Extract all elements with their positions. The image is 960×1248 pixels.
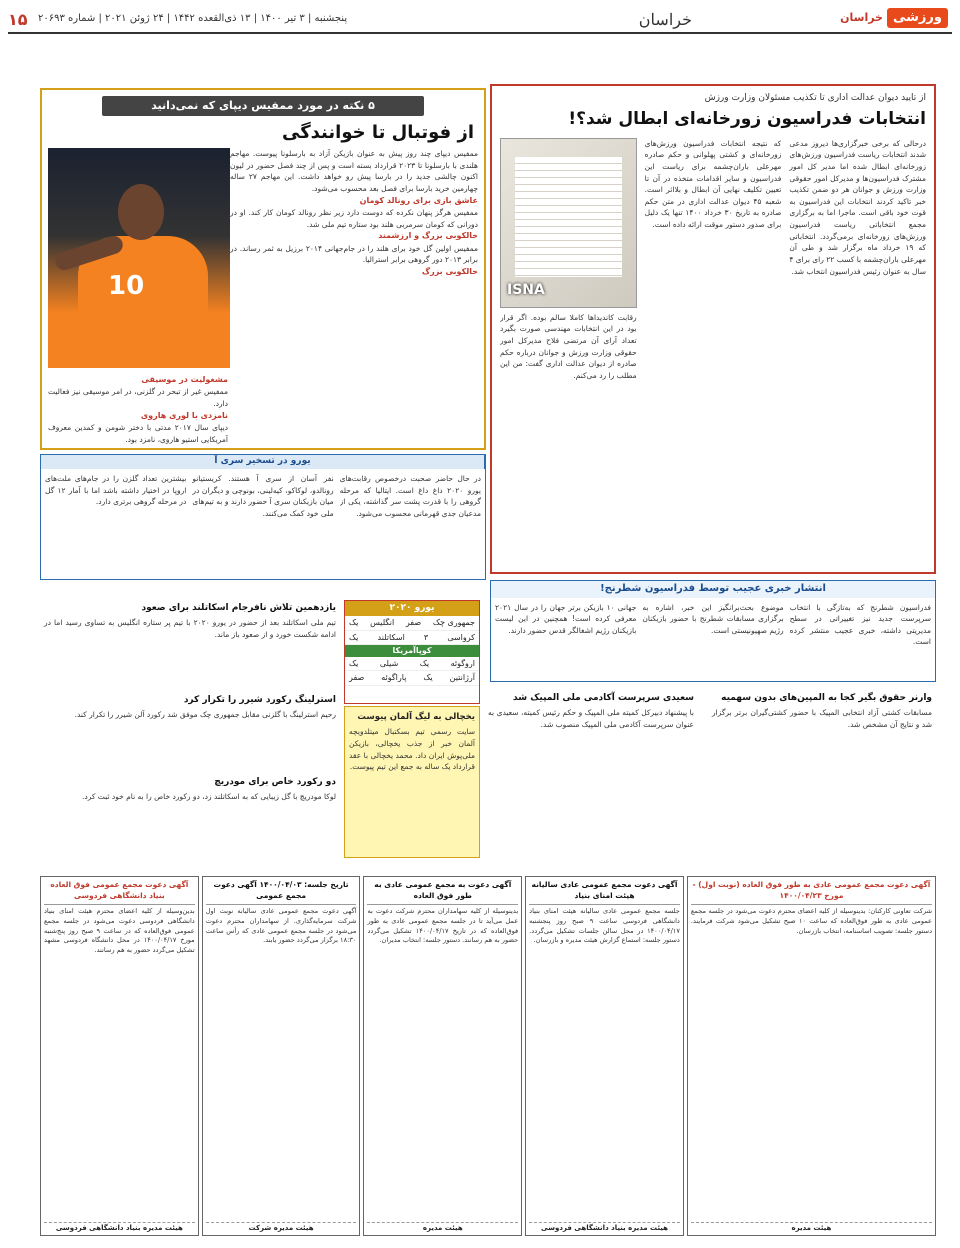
article-col-1: درحالی که برخی خبرگزاری‌ها دیروز مدعی شدند انتخابات ریاست فدراسیون ورزش‌های زورخانه‌ای ابطال شده اما مدیر کل امور مشترک فدراسیون‌ها و مدیرکل امور حقوقی وزارت ورزش و جوانان هر دو ضمن تکذیب خبر تاکید کردند انتخابات این فدراسیون به قوت خود باقی است. ماجرا اما به برگزاری مجمع انتخاباتی ریاست فدراسیون ورزش‌های زورخانه‌ای برمی‌گردد. انتخاباتی که ۱۹ خرداد ماه برگزار شد و طی آن مهرعلی باران‌چشمه با کسب ۲۲ رای برای ۴ سال به عنوان رئیس فدراسیون انتخاب شد. xyxy=(789,138,926,276)
ad-item xyxy=(687,876,936,1236)
article-memphis-depay xyxy=(40,88,486,450)
article-scotland xyxy=(40,600,340,690)
score: یک xyxy=(419,658,430,668)
article-sidebar xyxy=(48,374,228,444)
olympics-text: مسابقات کشتی آزاد انتخابی المپیک با حضور کشتی‌گیران برتر برگزار شد و نتایج آن مشخص شد. xyxy=(712,708,932,729)
article-title: انتشار خبری عجیب توسط فدراسیون شطرنج! xyxy=(491,581,935,598)
euro-col-1: در حال حاضر صحبت درخصوص رقابت‌های یورو ۲۰۲۰ داغ داغ است. ایتالیا که مرحله گروهی را با قدرت پشت سر گذاشته، یکی از مدعیان جدی قهرمانی محسوب می‌شود. xyxy=(339,474,481,518)
score: یک xyxy=(349,632,359,642)
euro-col-3: بیشترین تعداد گلزن را در جام‌های ملت‌های اروپا در اختیار داشته باشد اما با آمار ۱۲ گل در مرحله گروهی برتری دارد. xyxy=(45,474,187,507)
page-number: ۱۵ xyxy=(8,10,28,29)
score: یک xyxy=(349,658,359,668)
academy-title: سعیدی سرپرست آکادمی ملی المپیک شد xyxy=(513,693,694,703)
article-olympic-academy xyxy=(484,690,698,864)
subhead-tattoo: خالکوبی بزرگ xyxy=(421,266,478,276)
court-document-image xyxy=(500,138,637,308)
score: یک xyxy=(349,618,359,628)
article-kicker: از تایید دیوان عدالت اداری تا تکذیب مسئولان وزارت ورزش xyxy=(704,93,926,103)
ad-item xyxy=(363,876,522,1236)
team: اروگوئه xyxy=(450,658,475,668)
result-row xyxy=(345,671,479,686)
subhead-engagement: نامزدی با لوری هاروی xyxy=(140,410,228,420)
ad-text: بدینوسیله از کلیه سهامداران محترم شرکت دعوت به عمل می‌آید تا در جلسه مجمع عمومی عادی به طور فوق‌العاده که در تاریخ ۱۴۰۰/۰۴/۱۷ تشکیل می‌گردد حضور به هم رسانند. دستور جلسه: انتخاب مدیران. xyxy=(367,906,519,945)
ad-signature: هیئت مدیره xyxy=(691,1222,932,1233)
article-euro-serie-a xyxy=(40,454,486,580)
sterling-text: رحیم استرلینگ با گلزنی مقابل جمهوری چک موفق شد رکورد آلن شیرر را تکرار کند. xyxy=(74,710,336,720)
article-title: از فوتبال تا خوانندگی xyxy=(281,121,474,143)
scotland-title: یازدهمین تلاش نافرجام اسکاتلند برای صعود xyxy=(141,603,336,613)
subhead-music: مشغولیت در موسیقی xyxy=(141,375,228,384)
team: کرواسی xyxy=(447,632,475,642)
euro-header: یورو در تسخیر سری آ xyxy=(41,455,485,469)
ad-signature: هیئت مدیره شرکت xyxy=(206,1222,357,1233)
olympics-title: وارنر حقوق بگیر کجا به المپین‌های بدون سهمیه xyxy=(721,693,932,703)
ad-text: شرکت تعاونی کارکنان: بدینوسیله از کلیه اعضای محترم دعوت می‌شود در جلسه مجمع عمومی عادی به طور فوق‌العاده که ساعت ۱۰ صبح تشکیل می‌شود شرکت فرمایند. دستور جلسه: تصویب اساسنامه، انتخاب بازرسان. xyxy=(690,906,933,935)
ad-title: تاریخ جلسه: ۱۴۰۰/۰۴/۰۳ آگهی دعوت مجمع عمومی xyxy=(206,880,357,905)
ad-item xyxy=(525,876,684,1236)
modric-text: لوکا مودریچ با گل زیبایی که به اسکاتلند زد، دو رکورد خاص را به نام خود ثبت کرد. xyxy=(81,792,336,802)
chess-col-2: موضوع بحث‌برانگیز این خبر، اشاره به برگزاری مسابقات شطرنج با حضور بازیکنان رژیم صهیونیستی است. xyxy=(642,602,784,635)
image-credit: ISNA xyxy=(506,282,545,299)
ad-title: آگهی دعوت به مجمع عمومی عادی به طور فوق العاده xyxy=(367,880,518,905)
academy-text: با پیشنهاد دبیرکل کمیته ملی المپیک و حکم رئیس کمیته، سعیدی به عنوان سرپرست آکادمی ملی المپیک منصوب شد. xyxy=(488,708,694,729)
team: آرژانتین xyxy=(449,673,475,683)
ad-signature: هیئت مدیره xyxy=(367,1222,518,1233)
brand-badge: ورزشی xyxy=(887,8,948,29)
article-wrestling-olympics xyxy=(708,690,936,864)
ad-text: آگهی دعوت مجمع عمومی عادی سالیانه نوبت اول شرکت سرمایه‌گذاری. از سهامداران محترم دعوت می‌شود در جلسه مجمع عمومی عادی که رأس ساعت ۱۸:۳۰ برگزار می‌گردد حضور یابند. xyxy=(205,906,357,945)
yakhchali-title: یخچالی به لیگ آلمان پیوست xyxy=(357,712,475,722)
classified-ads xyxy=(40,876,936,1236)
issue-date: پنجشنبه | ۳ تیر ۱۴۰۰ | ۱۳ ذی‌القعده ۱۴۴۲ | ۲۴ ژوئن ۲۰۲۱ | شماره ۲۰۶۹۳ xyxy=(38,13,348,24)
player-photo: 10 xyxy=(48,148,230,368)
article-col-2: که نتیجه انتخابات فدراسیون ورزش‌های زورخانه‌ای و کشتی پهلوانی و حکم صادره مهرعلی باران‌چشمه برای ریاست این فدراسیون و سایر اقدامات متخذه در آن تا تعیین تکلیف نهایی آن ابطال و بلااثر است. شعبه ۴۵ دیوان عدالت اداری در متن حکم صادره به تاریخ ۳۰ خرداد ۱۴۰۰ تنها یک دلیل برای صدور دستور موقت ارائه داده است. xyxy=(644,138,782,230)
article-body xyxy=(230,148,478,444)
ad-item xyxy=(202,876,361,1236)
ad-signature: هیئت مدیره بنیاد دانشگاهی فردوسی xyxy=(529,1222,680,1233)
team: پاراگوئه xyxy=(381,673,407,683)
euro-col-2: نفر آسان از سری آ هستند. کریستیانو رونالدو، لوکاکو، کیه‌لینی، بونوچی و دیگران در میان بازیکنان سری آ حضور دارند و به تیم‌های ملی خود کمک می‌کنند. xyxy=(192,474,334,518)
article-bar: ۵ نکته در مورد ممفیس دیپای که نمی‌دانید xyxy=(102,96,424,116)
score: یک xyxy=(423,673,433,683)
team: انگلیس xyxy=(370,618,395,628)
ad-title: آگهی دعوت مجمع عمومی عادی سالیانه هیئت امنای بنیاد xyxy=(529,880,680,905)
article-yakhchali xyxy=(344,706,480,858)
scotland-text: تیم ملی اسکاتلند بعد از حضور در یورو ۲۰۲۰ با تیم پر ستاره انگلیس به تساوی رسید اما در ادامه شکست خورد و از صعود باز ماند. xyxy=(44,618,337,639)
score: صفر xyxy=(349,673,365,683)
article-wrestling-federation xyxy=(490,84,936,574)
stage-title: کوپاآمریکا xyxy=(345,645,479,657)
ad-text: بدین‌وسیله از کلیه اعضای محترم هیئت امنای بنیاد دانشگاهی فردوسی دعوت می‌شود در جلسه مجمع عمومی فوق‌العاده که در ساعت ۹ صبح روز پنج‌شنبه مورخ ۱۴۰۰/۰۴/۱۷ در محل دانشگاه فردوسی مشهد تشکیل می‌گردد حضور به هم رسانند. xyxy=(44,906,195,955)
sterling-title: استرلینگ رکورد شیرر را تکرار کرد xyxy=(183,695,336,705)
article-sterling xyxy=(40,692,340,772)
ad-title: آگهی دعوت مجمع عمومی فوق العاده بنیاد دانشگاهی فردوسی xyxy=(44,880,195,905)
ad-text: جلسه مجمع عمومی عادی سالیانه هیئت امنای بنیاد دانشگاهی فردوسی ساعت ۹ صبح روز پنجشنبه ۱۴۰۰/۰۴/۱۷ در محل سالن جلسات تشکیل می‌گردد. دستور جلسه: استماع گزارش هیئت مدیره و بازرسان. xyxy=(529,906,680,945)
result-row xyxy=(345,616,479,631)
masthead xyxy=(8,6,952,34)
chess-col-3: جهانی ۱۰ بازیکن برتر جهان را در سال ۲۰۲۱ معرفی کرده است! همچنین در این لیست بازیکنان رژیم اشغالگر قدس حضور دارند. xyxy=(495,602,637,635)
result-row xyxy=(345,631,479,646)
results-title: یورو ۲۰۲۰ xyxy=(345,601,479,616)
modric-title: دو رکورد خاص برای مودریچ xyxy=(214,777,336,787)
subhead-fan: عاشق بازی برای رونالد کومان xyxy=(359,195,478,205)
fan-text: ممفیس هرگز پنهان نکرده که دوست دارد زیر نظر رونالد کومان کار کند. او در دورانی که کومان سرمربی هلند بود ستاره تیم ملی شد. xyxy=(230,207,478,229)
result-row xyxy=(345,657,479,672)
article-chess-federation xyxy=(490,580,936,682)
results-box xyxy=(344,600,480,704)
article-col-3: رقابت کاندیداها کاملا سالم بوده. اگر قرار بود در این انتخابات مهندسی صورت بگیرد تعداد آرای آن مرتضی فلاح مدیرکل امور حقوقی وزارت ورزش و جوانان درباره حکم صادره از دیوان عدالت اداری گفت: من این مطلب را رد می‌کنم. xyxy=(499,312,637,380)
ad-title: آگهی دعوت مجمع عمومی عادی به طور فوق العاده (نوبت اول) - مورخ ۱۴۰۰/۰۴/۲۳ xyxy=(691,880,932,905)
article-title: انتخابات فدراسیون زورخانه‌ای ابطال شد؟! xyxy=(568,109,926,130)
article-modric xyxy=(40,774,340,860)
score-text: ممفیس اولین گل خود برای هلند را در جام‌جهانی ۲۰۱۴ برزیل به ثمر رساند. در برابر ۲۰۱۳ دور گروهی برابر استرالیا. xyxy=(230,243,478,265)
paper-name: خراسان xyxy=(840,11,883,25)
brand-logo xyxy=(840,6,948,30)
team: اسکاتلند xyxy=(377,632,405,642)
music-text: ممفیس غیر از تبحر در گلزنی، در امر موسیقی نیز فعالیت دارد. xyxy=(48,387,228,409)
score: صفر xyxy=(405,618,422,628)
ad-signature: هیئت مدیره بنیاد دانشگاهی فردوسی xyxy=(44,1222,195,1233)
team: شیلی xyxy=(379,658,399,668)
engagement-text: دیپای سال ۲۰۱۷ مدتی با دختر شومن و کمدین معروف آمریکایی استیو هاروی، نامزد بود. xyxy=(48,423,228,444)
chess-col-1: فدراسیون شطرنج که به‌تازگی با انتخاب سرپرست جدید نیز تغییراتی در سطح مدیریتی داشته، خبری عجیب منتشر کرده است. xyxy=(789,602,931,647)
yakhchali-text: سایت رسمی تیم بسکتبال میتلدویچه آلمان خبر از جذب یخچالی، بازیکن ملی‌پوش ایران داد. محمد یخچالی با عقد قرارداد یک ساله به جمع این تیم پیوست. xyxy=(349,727,475,772)
team: جمهوری چک xyxy=(432,618,475,628)
score: ۳ xyxy=(423,632,429,642)
intro-text: ممفیس دیپای چند روز پیش به عنوان بازیکن آزاد به بارسلونا پیوست. مهاجم هلندی با بارسلونا تا ۲۰۲۳ قرارداد بسته است و پس از چند فصل حضور در لیون اکنون چالشی جدید را در بارسا پیش رو خواهد داشت. این مهاجم ۲۷ ساله چهارمین خرید بارسا برای فصل بعد محسوب می‌شود. xyxy=(230,149,478,193)
signature: خراسان xyxy=(638,10,692,29)
ad-item xyxy=(40,876,199,1236)
subhead-score: خالکوبی بزرگ و ارزشمند xyxy=(378,231,478,241)
